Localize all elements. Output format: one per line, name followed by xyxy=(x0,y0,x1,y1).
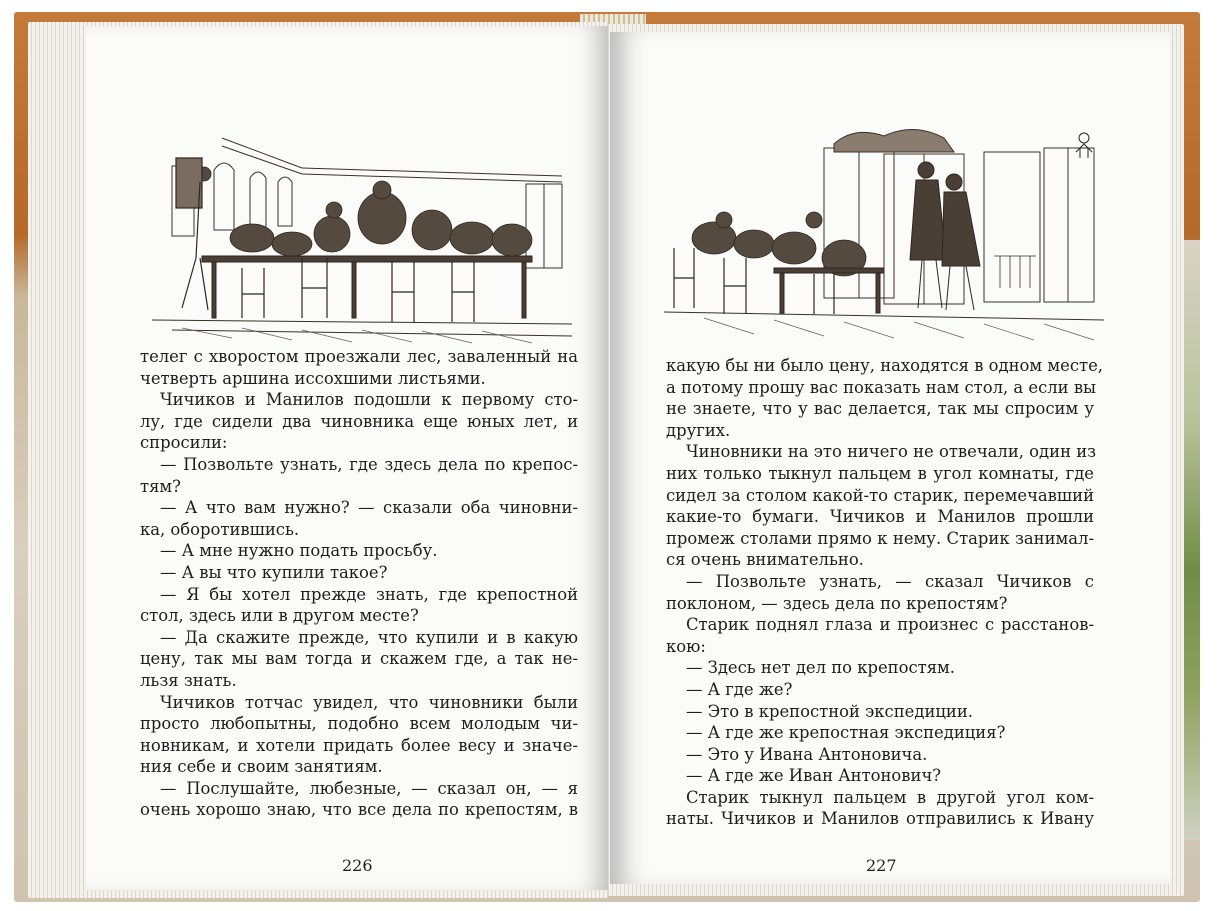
text-line: какие-то бумаги. Чичиков и Манилов прошли xyxy=(666,507,1094,527)
text-line: — Это в крепостной экспедиции. xyxy=(686,701,973,721)
text-line: — А где же Иван Антонович? xyxy=(686,766,942,786)
text-line: новникам, и хотели придать более весу и значе- xyxy=(140,735,578,755)
right-page-text xyxy=(666,355,1103,830)
text-line: наты. Чичиков и Манилов отправились к Ивану xyxy=(666,809,1094,829)
text-line: кою: xyxy=(666,636,706,656)
text-line: спросили: xyxy=(140,433,228,453)
text-line: Чичиков тотчас увидел, что чиновники были xyxy=(160,692,578,712)
text-line: стол, здесь или в другом месте? xyxy=(140,606,419,626)
page-number: 226 xyxy=(342,856,373,875)
text-line: — Послушайте, любезные, — сказал он, — я xyxy=(160,778,578,798)
text-line: телег с хворостом проезжали лес, заваленный на xyxy=(140,347,578,366)
office-illustration-left xyxy=(152,98,572,346)
text-line: ка, оборотившись. xyxy=(140,519,300,539)
text-line: очень хорошо знаю, что все дела по крепостям, в xyxy=(140,800,578,820)
text-line: — Это у Ивана Антоновича. xyxy=(686,744,928,764)
text-line: тям? xyxy=(140,476,181,496)
text-line: ся очень внимательно. xyxy=(666,550,864,570)
text-line: — А где же? xyxy=(686,679,793,699)
text-line: а потому прошу вас показать нам стол, а если вы xyxy=(666,377,1097,397)
text-line: — А мне нужно подать просьбу. xyxy=(160,541,438,561)
text-line: какую бы ни было цену, находятся в одном месте, xyxy=(666,356,1103,375)
text-line: — А вы что купили такое? xyxy=(160,562,388,582)
text-line: четверть аршина иссохшими листьями. xyxy=(140,368,486,388)
text-line: Старик тыкнул пальцем в другой угол ком- xyxy=(686,787,1094,807)
text-line: — А что вам нужно? — сказали оба чиновни- xyxy=(160,498,578,518)
text-line: — Позвольте узнать, где здесь дела по крепос- xyxy=(160,454,578,474)
text-line: ния себе и своим занятиям. xyxy=(140,757,383,777)
text-line: — Здесь нет дел по крепостям. xyxy=(686,658,956,678)
text-line: — Позвольте узнать, — сказал Чичиков с xyxy=(686,571,1094,591)
text-line: поклоном, — здесь дела по крепостям? xyxy=(666,593,1008,613)
office-illustration-right xyxy=(664,108,1104,348)
text-line: Чичиков и Манилов подошли к первому сто- xyxy=(160,390,578,410)
text-line: сидел за столом какой-то старик, перемечавший xyxy=(666,485,1094,505)
text-line: других. xyxy=(666,420,731,440)
right-page xyxy=(610,32,1170,884)
text-line: не знаете, что у вас делается, так мы спросим у xyxy=(666,399,1094,419)
text-line: — Я бы хотел прежде знать, где крепостной xyxy=(160,584,578,604)
text-line: лу, где сидели два чиновника еще юных лет, и xyxy=(140,411,578,431)
text-line: просто любопытны, подобно всем молодым чи- xyxy=(140,714,578,734)
text-line: — Да скажите прежде, что купили и в какую xyxy=(160,627,578,647)
text-line: цену, так мы вам тогда и скажем где, а так не- xyxy=(140,649,578,669)
left-page xyxy=(86,26,608,890)
left-page-text xyxy=(140,346,578,821)
text-line: Чиновники на это ничего не отвечали, один из xyxy=(686,442,1097,462)
text-line: них только тыкнул пальцем в угол комнаты, где xyxy=(666,463,1094,483)
page-number: 227 xyxy=(866,856,897,875)
text-line: льзя знать. xyxy=(140,670,237,690)
text-line: — А где же крепостная экспедиция? xyxy=(686,723,1006,743)
text-line: промеж столами прямо к нему. Старик занимал- xyxy=(666,528,1094,548)
text-line: Старик поднял глаза и произнес с расстанов- xyxy=(686,615,1094,635)
